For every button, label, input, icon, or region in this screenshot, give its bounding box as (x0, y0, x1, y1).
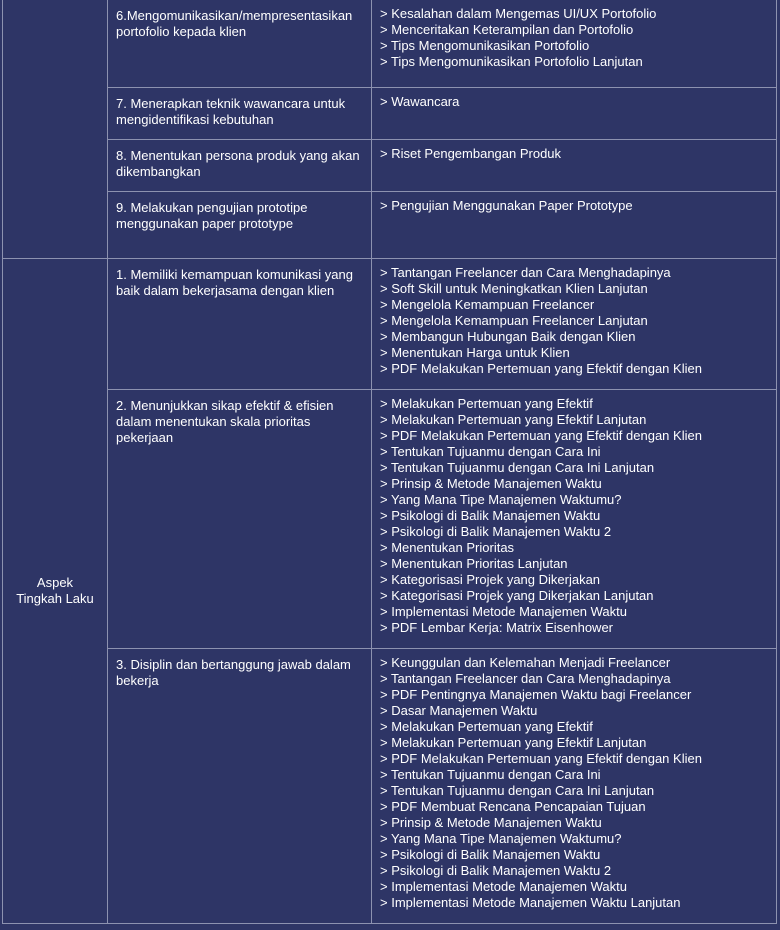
criterion-cell (108, 0, 372, 88)
aspect-label-line2: Tingkah Laku (16, 591, 94, 606)
module-item: > Melakukan Pertemuan yang Efektif (380, 719, 593, 734)
module-item: > Wawancara (380, 94, 460, 109)
module-item: > Prinsip & Metode Manajemen Waktu (380, 476, 602, 491)
module-list (372, 192, 776, 214)
module-item: > Membangun Hubungan Baik dengan Klien (380, 329, 636, 344)
aspect-cell-previous (3, 0, 108, 259)
criterion-text: 9. Melakukan pengujian prototipe menggunakan paper prototype (116, 200, 308, 231)
module-item: > Dasar Manajemen Waktu (380, 703, 538, 718)
module-item: > PDF Lembar Kerja: Matrix Eisenhower (380, 620, 614, 635)
criterion-cell (108, 649, 372, 924)
module-item: > Riset Pengembangan Produk (380, 146, 562, 161)
module-item: > Tantangan Freelancer dan Cara Menghadapinya (380, 671, 671, 686)
table-row (3, 140, 777, 192)
table-row (3, 0, 777, 88)
module-item: > Pengujian Menggunakan Paper Prototype (380, 198, 633, 213)
module-list (372, 140, 776, 162)
criterion-cell (108, 88, 372, 140)
criterion-text: 1. Memiliki kemampuan komunikasi yang baik dalam bekerjasama dengan klien (116, 267, 353, 298)
module-item: > Psikologi di Balik Manajemen Waktu 2 (380, 863, 612, 878)
table-row (3, 192, 777, 259)
modules-cell (372, 0, 777, 88)
module-item: > Tentukan Tujuanmu dengan Cara Ini (380, 767, 601, 782)
modules-cell (372, 88, 777, 140)
table-row (3, 649, 777, 924)
module-list (372, 259, 776, 377)
module-item: > Menentukan Prioritas Lanjutan (380, 556, 568, 571)
criterion-text: 2. Menunjukkan sikap efektif & efisien dalam menentukan skala prioritas pekerjaan (116, 398, 334, 445)
module-item: > Tentukan Tujuanmu dengan Cara Ini Lanjutan (380, 783, 655, 798)
table-row (3, 88, 777, 140)
module-item: > PDF Pentingnya Manajemen Waktu bagi Freelancer (380, 687, 692, 702)
module-item: > PDF Melakukan Pertemuan yang Efektif dengan Klien (380, 751, 702, 766)
modules-cell (372, 259, 777, 390)
module-item: > Tips Mengomunikasikan Portofolio (380, 38, 590, 53)
module-item: > Tips Mengomunikasikan Portofolio Lanjutan (380, 54, 643, 69)
module-item: > Psikologi di Balik Manajemen Waktu (380, 508, 601, 523)
criterion-text: 3. Disiplin dan bertanggung jawab dalam bekerja (116, 657, 351, 688)
module-item: > PDF Melakukan Pertemuan yang Efektif dengan Klien (380, 361, 702, 376)
criterion-cell (108, 390, 372, 649)
module-item: > Tentukan Tujuanmu dengan Cara Ini Lanjutan (380, 460, 655, 475)
criterion-cell (108, 140, 372, 192)
module-list (372, 0, 776, 70)
module-item: > Keunggulan dan Kelemahan Menjadi Freelancer (380, 655, 671, 670)
module-item: > Kategorisasi Projek yang Dikerjakan (380, 572, 601, 587)
modules-cell (372, 390, 777, 649)
criterion-cell (108, 259, 372, 390)
module-item: > PDF Membuat Rencana Pencapaian Tujuan (380, 799, 646, 814)
module-item: > Kesalahan dalam Mengemas UI/UX Portofolio (380, 6, 657, 21)
module-item: > Melakukan Pertemuan yang Efektif Lanjutan (380, 412, 647, 427)
competency-table (2, 0, 777, 924)
table-row (3, 390, 777, 649)
aspect-label-line1: Aspek (36, 575, 74, 590)
module-item: > Tantangan Freelancer dan Cara Menghadapinya (380, 265, 671, 280)
module-item: > Menentukan Prioritas (380, 540, 515, 555)
module-item: > Mengelola Kemampuan Freelancer Lanjutan (380, 313, 648, 328)
module-item: > Yang Mana Tipe Manajemen Waktumu? (380, 492, 622, 507)
module-list (372, 390, 776, 636)
table-row (3, 259, 777, 390)
criterion-text: 8. Menentukan persona produk yang akan dikembangkan (116, 148, 360, 179)
module-item: > Tentukan Tujuanmu dengan Cara Ini (380, 444, 601, 459)
module-item: > Psikologi di Balik Manajemen Waktu (380, 847, 601, 862)
module-item: > Psikologi di Balik Manajemen Waktu 2 (380, 524, 612, 539)
module-item: > Melakukan Pertemuan yang Efektif (380, 396, 593, 411)
aspect-cell (3, 259, 108, 924)
module-item: > Menentukan Harga untuk Klien (380, 345, 570, 360)
module-item: > Melakukan Pertemuan yang Efektif Lanjutan (380, 735, 647, 750)
criterion-text: 6.Mengomunikasikan/mempresentasikan portofolio kepada klien (116, 8, 353, 39)
modules-cell (372, 140, 777, 192)
module-item: > Implementasi Metode Manajemen Waktu (380, 604, 627, 619)
module-list (372, 88, 776, 110)
module-item: > Yang Mana Tipe Manajemen Waktumu? (380, 831, 622, 846)
module-item: > Menceritakan Keterampilan dan Portofolio (380, 22, 634, 37)
modules-cell (372, 649, 777, 924)
criterion-text: 7. Menerapkan teknik wawancara untuk mengidentifikasi kebutuhan (116, 96, 346, 127)
module-item: > Implementasi Metode Manajemen Waktu (380, 879, 627, 894)
module-item: > Soft Skill untuk Meningkatkan Klien Lanjutan (380, 281, 648, 296)
module-item: > Implementasi Metode Manajemen Waktu Lanjutan (380, 895, 681, 910)
modules-cell (372, 192, 777, 259)
module-item: > Kategorisasi Projek yang Dikerjakan Lanjutan (380, 588, 654, 603)
module-item: > Mengelola Kemampuan Freelancer (380, 297, 595, 312)
module-list (372, 649, 776, 911)
criterion-cell (108, 192, 372, 259)
module-item: > Prinsip & Metode Manajemen Waktu (380, 815, 602, 830)
module-item: > PDF Melakukan Pertemuan yang Efektif dengan Klien (380, 428, 702, 443)
